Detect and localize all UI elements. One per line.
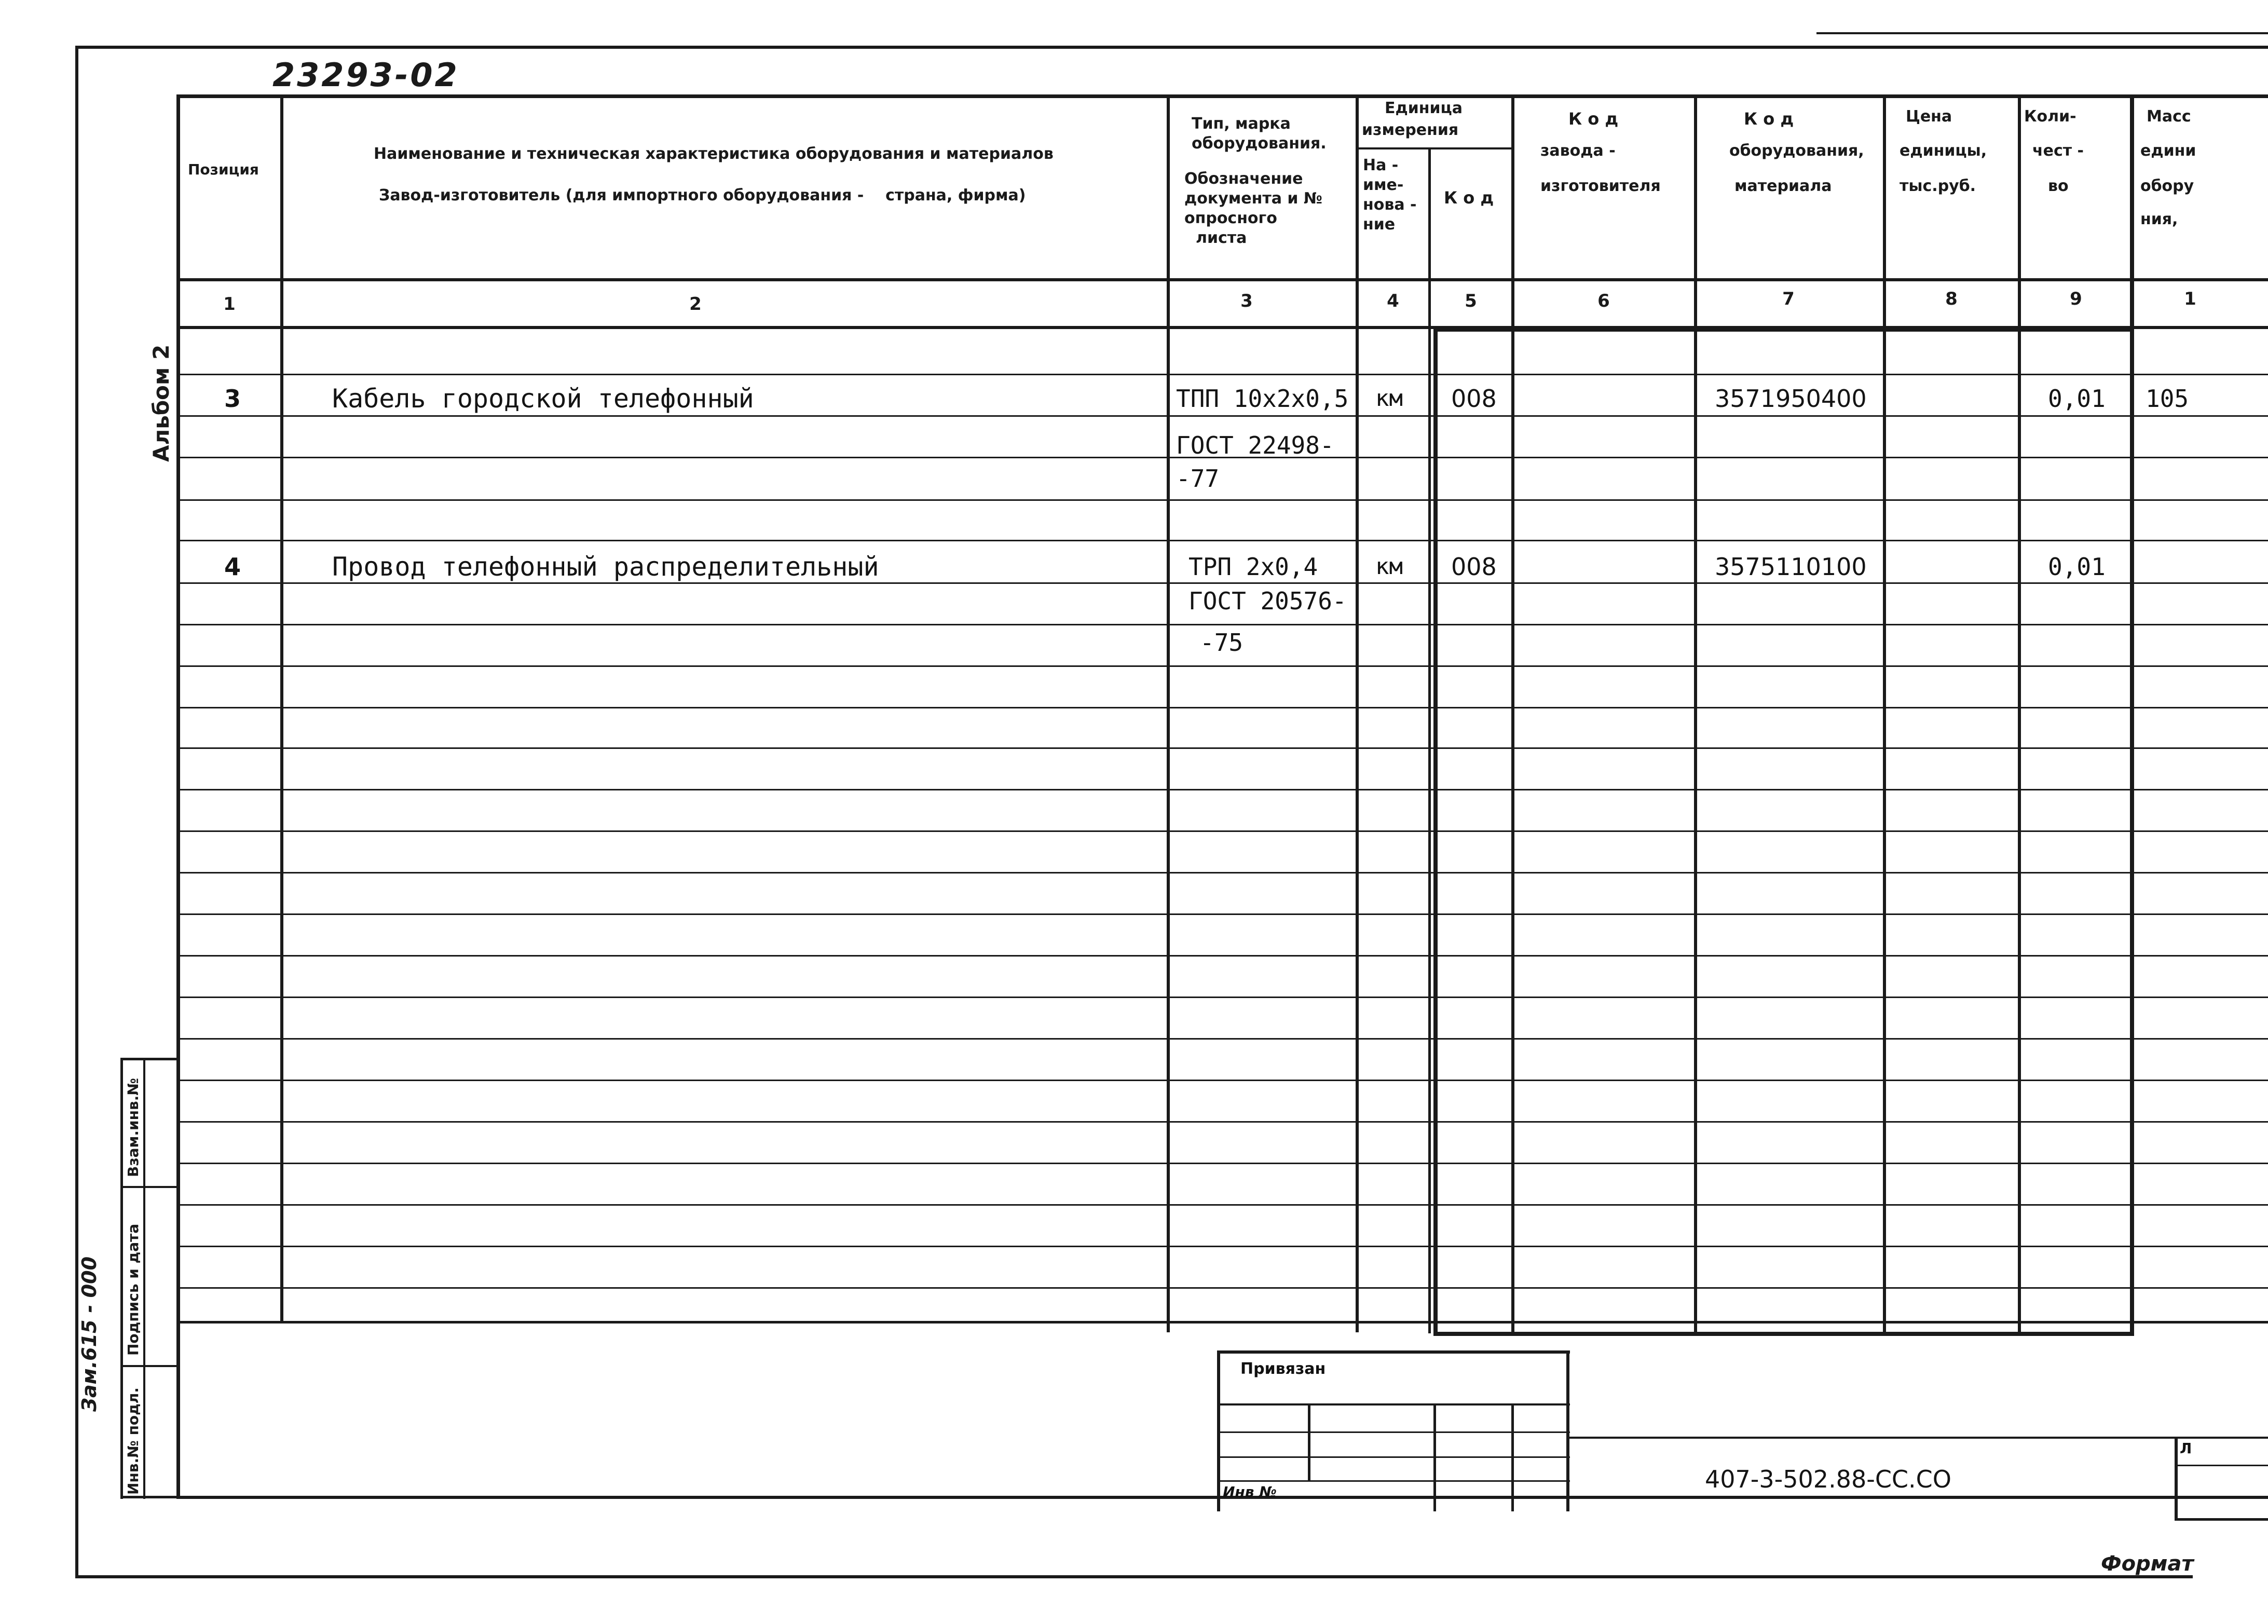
col-number: 7	[1782, 289, 1795, 309]
row-line	[176, 582, 2268, 584]
header-unit-title2: измерения	[1362, 121, 1459, 139]
row-unit: км	[1375, 553, 1403, 580]
header-name-line1: Наименование и техническая характеристика оборудования и материалов	[374, 145, 1054, 163]
row-type-line2: ГОСТ 22498-	[1176, 431, 1334, 459]
header-mass-line2: едини	[2140, 142, 2196, 160]
stamp-line	[1217, 1403, 1570, 1405]
row-position: 3	[224, 385, 241, 413]
header-quantity-line1: Коли-	[2024, 107, 2076, 126]
header-type-line2: оборудования.	[1192, 134, 1327, 153]
row-line	[176, 1038, 2268, 1040]
row-line	[176, 872, 2268, 874]
header-mass-line1: Масс	[2147, 107, 2191, 126]
header-type-line3: Обозначение	[1184, 170, 1303, 188]
frame-top-right-line	[1816, 32, 2268, 34]
header-type-line1: Тип, марка	[1192, 115, 1291, 133]
row-line	[176, 1287, 2268, 1289]
format-label: Формат	[2101, 1552, 2194, 1576]
stamp-line	[1566, 1437, 2268, 1439]
row-name: Провод телефонный распределительный	[332, 552, 879, 582]
inner-box-top-line	[1433, 328, 2134, 332]
row-line	[176, 955, 2268, 957]
table-body-bottom-line	[176, 1321, 2268, 1323]
unit-header-divider	[1356, 147, 1512, 149]
album-label: Альбом 2	[148, 344, 174, 462]
row-material-code: 3571950400	[1715, 385, 1867, 413]
row-line	[176, 789, 2268, 790]
header-factory-code-line2: завода -	[1540, 142, 1616, 160]
row-line	[176, 624, 2268, 625]
row-line	[176, 374, 2268, 375]
stamp-line	[1217, 1431, 1570, 1433]
side-hand-note: Зам.615 - 000	[78, 1256, 101, 1412]
row-type-line1: ТРП 2х0,4	[1188, 553, 1318, 581]
stamp-line	[1217, 1350, 1570, 1354]
row-line	[176, 1204, 2268, 1206]
header-unit-name-line2: име-	[1363, 176, 1404, 194]
col-number: 6	[1597, 291, 1610, 311]
side-stamp-border	[120, 1496, 179, 1498]
row-quantity: 0,01	[2048, 553, 2106, 581]
header-mass-line3: обору	[2140, 177, 2194, 195]
header-price-line1: Цена	[1906, 107, 1952, 126]
header-quantity-line3: во	[2048, 177, 2069, 195]
row-line	[176, 1080, 2268, 1081]
row-mass: 105	[2146, 385, 2189, 413]
row-quantity: 0,01	[2048, 385, 2106, 413]
header-factory-code-line1: К о д	[1568, 109, 1619, 129]
col-line-2	[1167, 94, 1170, 1332]
col-line-3	[1356, 94, 1359, 1332]
stamp-privyazan: Привязан	[1240, 1360, 1326, 1378]
stamp-line	[1217, 1350, 1220, 1511]
col-line-8	[2018, 94, 2021, 1335]
stamp-line	[1511, 1403, 1514, 1511]
header-type-line5: опросного	[1184, 209, 1277, 227]
side-stamp-signature: Подпись и дата	[125, 1223, 142, 1356]
stamp-line	[2175, 1518, 2268, 1521]
header-bottom-line	[176, 278, 2268, 281]
table-top-line	[176, 94, 2268, 98]
row-line	[176, 830, 2268, 832]
row-line	[176, 665, 2268, 667]
sheet-mark: Л	[2180, 1440, 2192, 1457]
row-line	[176, 1163, 2268, 1164]
inner-box-bottom-line	[1433, 1332, 2134, 1336]
stamp-line	[1308, 1403, 1310, 1481]
document-designation: 407-3-502.88-СС.СО	[1705, 1465, 1952, 1493]
header-unit-name-line1: На -	[1363, 156, 1399, 174]
row-type-line3: -77	[1176, 465, 1220, 493]
header-type-line6: листа	[1196, 229, 1247, 247]
stamp-inv-no: Инв №	[1223, 1483, 1277, 1500]
col-line-9	[2130, 94, 2134, 1335]
col-number: 4	[1387, 291, 1399, 311]
side-stamp-border	[143, 1058, 145, 1499]
header-unit-name-line3: нова -	[1363, 196, 1417, 214]
col-number: 9	[2070, 289, 2082, 309]
header-price-line3: тыс.руб.	[1900, 177, 1976, 195]
stamp-line	[1566, 1350, 1569, 1511]
header-material-code-line2: оборудования,	[1729, 142, 1864, 160]
side-stamp-replacement: Взам.инв.№	[125, 1077, 142, 1177]
header-mass-line4: ния,	[2140, 210, 2178, 228]
row-type-line1: ТПП 10х2х0,5	[1176, 385, 1349, 413]
stamp-line	[176, 1496, 2268, 1499]
col-number: 5	[1465, 291, 1477, 311]
header-factory-code-line3: изготовителя	[1540, 177, 1661, 195]
header-name-line2: Завод-изготовитель (для импортного оборудования - страна, фирма)	[379, 186, 1026, 204]
side-stamp-divider	[120, 1186, 179, 1188]
frame-top-line	[75, 46, 2268, 49]
side-stamp-divider	[120, 1365, 179, 1367]
header-quantity-line2: чест -	[2032, 142, 2084, 160]
header-material-code-line3: материала	[1734, 177, 1832, 195]
row-line	[176, 1121, 2268, 1123]
side-stamp-border	[120, 1058, 123, 1499]
col-line-4	[1428, 147, 1431, 1333]
col-number: 8	[1945, 289, 1958, 309]
stamp-line	[1217, 1456, 1570, 1458]
frame-bottom-line	[75, 1575, 2193, 1578]
row-type-line3: -75	[1200, 629, 1244, 657]
header-position: Позиция	[188, 161, 259, 178]
row-line	[176, 997, 2268, 998]
header-type-line4: документа и №	[1184, 189, 1322, 208]
header-unit-title1: Единица	[1385, 99, 1463, 117]
header-unit-code: К о д	[1444, 188, 1494, 208]
header-price-line2: единицы,	[1900, 142, 1987, 160]
col-line-6	[1694, 94, 1697, 1335]
stamp-line	[2175, 1465, 2268, 1466]
row-unit-code: 008	[1451, 553, 1497, 581]
row-line	[176, 707, 2268, 708]
row-line	[176, 1246, 2268, 1247]
col-number: 2	[689, 294, 702, 315]
row-unit-code: 008	[1451, 385, 1497, 413]
document-number: 23293-02	[272, 56, 459, 94]
row-type-line2: ГОСТ 20576-	[1188, 587, 1347, 615]
col-line-1	[280, 94, 283, 1322]
header-material-code-line1: К о д	[1744, 109, 1794, 129]
stamp-line	[1217, 1480, 1570, 1482]
row-name: Кабель городской телефонный	[332, 384, 754, 414]
col-line-4-thick	[1433, 328, 1438, 1336]
col-line-5	[1511, 94, 1514, 1335]
row-position: 4	[224, 553, 241, 581]
col-number: 3	[1240, 291, 1253, 311]
row-unit: км	[1375, 385, 1403, 412]
row-line	[176, 747, 2268, 749]
row-line	[176, 913, 2268, 915]
col-number: 1	[223, 294, 236, 315]
col-number: 1	[2184, 289, 2196, 309]
col-line-left	[176, 94, 180, 1498]
row-material-code: 3575110100	[1715, 553, 1867, 581]
row-line	[176, 499, 2268, 501]
col-line-7	[1883, 94, 1886, 1335]
side-stamp-border	[120, 1058, 179, 1060]
row-line	[176, 540, 2268, 541]
stamp-line	[1433, 1403, 1436, 1511]
stamp-line	[2175, 1437, 2178, 1521]
row-line	[176, 415, 2268, 417]
side-stamp-inventory: Инв.№ подл.	[125, 1387, 142, 1495]
header-unit-name-line4: ние	[1363, 215, 1396, 234]
